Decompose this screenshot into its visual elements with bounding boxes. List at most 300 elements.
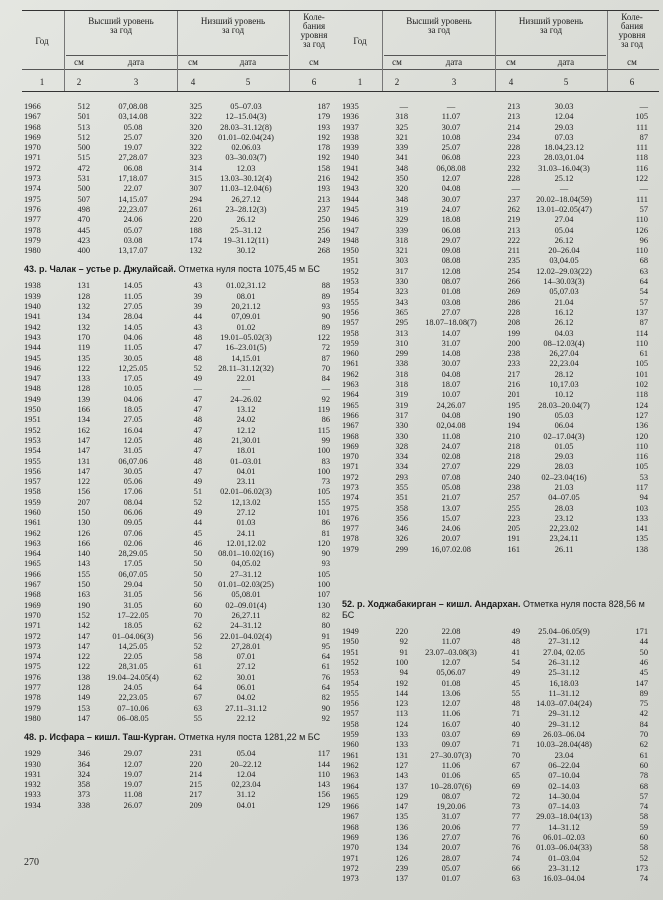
- cell: 119: [317, 405, 330, 415]
- cell: 137: [395, 874, 408, 884]
- cell: 1978: [342, 534, 359, 544]
- cell: 70: [193, 610, 202, 620]
- cell: 04.08: [441, 410, 461, 420]
- cell: 201: [507, 390, 520, 400]
- cell: 1975: [342, 503, 359, 513]
- table-row: [340, 637, 659, 647]
- cell: 28.07: [441, 853, 461, 863]
- cell: 28.11–31.12(32): [218, 363, 274, 373]
- cell: 350: [395, 174, 408, 184]
- cell: 27.12: [236, 662, 256, 672]
- cell: 190: [507, 410, 520, 420]
- cell: 1962: [24, 528, 41, 538]
- cell: 04.08: [441, 369, 461, 379]
- cell: 1970: [342, 843, 359, 853]
- cell: 29.07: [441, 235, 461, 245]
- cell: 1980: [24, 713, 41, 723]
- table-row: [340, 854, 659, 864]
- cell: 339: [395, 143, 408, 153]
- cell: 1972: [24, 631, 41, 641]
- cell: 161: [507, 544, 520, 554]
- cell: 126: [77, 528, 90, 538]
- cell: 1955: [24, 456, 41, 466]
- table-row: [340, 452, 659, 462]
- cell: 314: [189, 163, 202, 173]
- cell: 60: [193, 600, 202, 610]
- cell: 45: [639, 668, 648, 678]
- cell: 138: [635, 544, 648, 554]
- cell: 01.03: [236, 518, 256, 528]
- cell: 320: [189, 132, 202, 142]
- table-row: [22, 143, 341, 153]
- cell: 1974: [342, 493, 359, 503]
- cell: 115: [317, 425, 330, 435]
- cell: 1979: [24, 703, 41, 713]
- cell: 1930: [24, 759, 41, 769]
- cell: 1974: [24, 652, 41, 662]
- cell: 11.05: [123, 343, 143, 353]
- cell: 111: [636, 194, 648, 204]
- cell: 82: [321, 610, 330, 620]
- cell: 1939: [342, 143, 359, 153]
- cell: 255: [507, 503, 520, 513]
- cell: 1960: [342, 349, 359, 359]
- cell: 1971: [24, 621, 41, 631]
- table-row: [340, 792, 659, 802]
- cell: 46: [639, 657, 648, 667]
- table-row: [22, 559, 341, 569]
- cell: 1956: [24, 466, 41, 476]
- cell: 02,23.04: [231, 780, 261, 790]
- cell: 130: [317, 600, 330, 610]
- cell: 1958: [24, 487, 41, 497]
- cell: 44: [639, 637, 648, 647]
- cell: 88: [321, 281, 330, 291]
- cell: 1969: [342, 833, 359, 842]
- header-amp: Коле- бания уровня за год: [618, 12, 646, 49]
- cell: 29.03: [554, 122, 574, 132]
- cell: 190: [77, 600, 90, 610]
- cell: 317: [395, 266, 408, 276]
- cell: 110: [635, 246, 648, 256]
- cell: 07,08.08: [118, 102, 148, 111]
- cell: 10.05: [123, 384, 143, 394]
- cell: 27.07: [441, 307, 461, 317]
- cell: 14–31.12: [548, 822, 580, 832]
- cell: 04,05.02: [231, 559, 261, 569]
- cell: 48: [511, 699, 520, 709]
- cell: 1971: [342, 853, 359, 863]
- cell: —: [639, 184, 648, 194]
- cell: 29.04: [123, 580, 143, 590]
- cell: 02–23.04(16): [541, 472, 587, 482]
- table-row: [340, 308, 659, 318]
- cell: 17.05: [123, 559, 143, 569]
- station-title-43: [24, 264, 339, 275]
- colnum-6: 6: [629, 77, 635, 87]
- table-row: [340, 226, 659, 236]
- table-row: [22, 477, 341, 487]
- colnum-1: 1: [39, 77, 45, 87]
- header-sm-3: см: [309, 57, 319, 67]
- cell: 28,29.05: [118, 549, 148, 559]
- cell: 1976: [24, 204, 41, 214]
- cell: 100: [317, 466, 330, 476]
- cell: 70: [639, 730, 648, 740]
- table-row: [22, 364, 341, 374]
- cell: 30.01: [236, 672, 256, 682]
- cell: 103: [635, 503, 648, 513]
- table-row: [22, 539, 341, 549]
- cell: 48: [193, 456, 202, 466]
- cell: 23–31.12: [548, 863, 580, 873]
- cell: 318: [395, 369, 408, 379]
- header-sm-1: см: [392, 57, 402, 67]
- cell: 1975: [24, 662, 41, 672]
- cell: 49: [193, 374, 202, 384]
- cell: 213: [507, 112, 520, 122]
- cell: 1946: [342, 215, 359, 225]
- cell: 64: [193, 683, 202, 693]
- cell: 03.08: [441, 297, 461, 307]
- cell: 01.07: [441, 874, 461, 884]
- cell: 22.07: [123, 184, 143, 194]
- table-row: [22, 226, 341, 236]
- cell: 49: [511, 668, 520, 678]
- cell: 105: [635, 112, 648, 122]
- cell: 1947: [342, 225, 359, 235]
- cell: 30.12: [236, 246, 256, 256]
- cell: 102: [635, 380, 648, 390]
- cell: 31.03–16.04(3): [538, 163, 590, 173]
- cell: 1966: [24, 102, 41, 111]
- cell: 24,26.07: [436, 400, 466, 410]
- cell: 07,09.01: [231, 312, 261, 322]
- cell: 1953: [24, 435, 41, 445]
- cell: —: [193, 384, 202, 394]
- cell: 100: [317, 446, 330, 456]
- cell: 89: [321, 322, 330, 332]
- cell: 50: [639, 647, 648, 657]
- cell: 18.08: [441, 215, 461, 225]
- table-row: [22, 426, 341, 436]
- table-row: [340, 740, 659, 750]
- table-row: [340, 267, 659, 277]
- cell: 01.06: [441, 771, 461, 781]
- cell: 73: [511, 802, 520, 812]
- cell: 28.04: [123, 312, 143, 322]
- cell: 216: [507, 380, 520, 390]
- cell: 61: [639, 750, 648, 760]
- table-row: [340, 102, 659, 112]
- cell: 139: [77, 394, 90, 404]
- cell: 26,27.12: [231, 194, 261, 204]
- cell: 1943: [24, 332, 41, 342]
- cell: 02.06: [123, 538, 143, 548]
- cell: 68: [639, 256, 648, 266]
- cell: 53: [639, 472, 648, 482]
- cell: 30.07: [441, 359, 461, 369]
- cell: 47: [193, 466, 202, 476]
- cell: 531: [77, 174, 90, 184]
- cell: 129: [317, 800, 330, 810]
- cell: 64: [321, 683, 330, 693]
- cell: 06,07.05: [118, 569, 148, 579]
- table-row: [340, 709, 659, 719]
- cell: 110: [317, 769, 330, 779]
- cell: 1948: [342, 235, 359, 245]
- cell: 01.05: [554, 441, 574, 451]
- cell: 128: [77, 683, 90, 693]
- cell: 14–30.04: [548, 791, 580, 801]
- cell: 143: [77, 559, 90, 569]
- cell: 50: [193, 580, 202, 590]
- cell: 77: [511, 822, 520, 832]
- cell: 195: [507, 400, 520, 410]
- cell: 19.04–24.05(4): [107, 672, 159, 682]
- cell: 12.12: [236, 425, 256, 435]
- cell: 215: [189, 780, 202, 790]
- table-row: [340, 153, 659, 163]
- cell: 18.04,23.12: [544, 143, 584, 153]
- table-row: [340, 205, 659, 215]
- cell: 213: [507, 225, 520, 235]
- cell: 373: [77, 790, 90, 800]
- table-row: [340, 689, 659, 699]
- table-row: [340, 699, 659, 709]
- cell: 14.05: [123, 322, 143, 332]
- cell: 62: [639, 740, 648, 750]
- cell: 1965: [342, 791, 359, 801]
- cell: 47: [193, 446, 202, 456]
- cell: 1931: [24, 769, 41, 779]
- cell: 68: [639, 781, 648, 791]
- cell: 261: [189, 204, 202, 214]
- cell: 228: [507, 174, 520, 184]
- cell: 147: [77, 641, 90, 651]
- cell: —: [321, 384, 330, 394]
- header-high: Высший уровень за год: [406, 16, 472, 35]
- cell: 1949: [342, 627, 359, 637]
- cell: 65: [511, 771, 520, 781]
- cell: 1938: [24, 281, 41, 291]
- cell: 49: [193, 507, 202, 517]
- table-row: [340, 339, 659, 349]
- cell: 25.07: [123, 132, 143, 142]
- cell: 163: [77, 590, 90, 600]
- cell: 07.03: [554, 132, 574, 142]
- cell: 321: [395, 132, 408, 142]
- cell: 1964: [342, 781, 359, 791]
- cell: 351: [395, 493, 408, 503]
- cell: 147: [635, 678, 648, 688]
- table-row: [340, 833, 659, 843]
- cell: 330: [395, 431, 408, 441]
- cell: 330: [395, 421, 408, 431]
- cell: 06.08: [441, 225, 461, 235]
- station-name: 52. р. Ходжабакирган – кишл. Андархан.: [342, 599, 521, 610]
- cell: 310: [395, 338, 408, 348]
- cell: 138: [77, 672, 90, 682]
- cell: 1951: [24, 415, 41, 425]
- table-row: [22, 246, 341, 256]
- cell: 137: [395, 781, 408, 791]
- cell: 1970: [342, 452, 359, 462]
- cell: 162: [77, 425, 90, 435]
- cell: 14.07: [441, 328, 461, 338]
- cell: 1965: [24, 559, 41, 569]
- cell: 14,15.07: [118, 194, 148, 204]
- cell: 222: [507, 235, 520, 245]
- cell: 268: [317, 246, 330, 256]
- table-row: [340, 812, 659, 822]
- cell: 127: [635, 410, 648, 420]
- cell: 1975: [24, 194, 41, 204]
- cell: 158: [317, 163, 330, 173]
- cell: 14–30.03(3): [543, 277, 585, 287]
- cell: 09.05: [123, 518, 143, 528]
- table-row: [340, 298, 659, 308]
- table-row: [22, 395, 341, 405]
- header-date-1: дата: [127, 57, 145, 67]
- cell: 117: [635, 482, 648, 492]
- cell: 318: [395, 112, 408, 122]
- cell: 1957: [24, 477, 41, 487]
- cell: 05.04: [554, 225, 574, 235]
- table-row: [22, 153, 341, 163]
- cell: 231: [189, 749, 202, 759]
- cell: 24–31.12: [230, 621, 262, 631]
- cell: 101: [635, 369, 648, 379]
- cell: 31.05: [123, 600, 143, 610]
- cell: 05,06.07: [436, 668, 466, 678]
- cell: 156: [77, 487, 90, 497]
- cell: 48: [193, 332, 202, 342]
- header-date-1: дата: [445, 57, 463, 67]
- table-row: [340, 164, 659, 174]
- cell: 134: [77, 415, 90, 425]
- table-row: [22, 749, 341, 759]
- cell: 06.01–02.03: [543, 833, 585, 842]
- table-block: [22, 102, 341, 256]
- cell: 188: [189, 225, 202, 235]
- cell: 329: [395, 215, 408, 225]
- cell: 250: [317, 215, 330, 225]
- cell: 63: [193, 703, 202, 713]
- cell: 58: [639, 812, 648, 822]
- cell: 43: [193, 322, 202, 332]
- cell: 47: [193, 343, 202, 353]
- cell: 1972: [342, 472, 359, 482]
- table-row: [22, 312, 341, 322]
- cell: 63: [639, 266, 648, 276]
- cell: 27.05: [123, 302, 143, 312]
- cell: 04.08: [441, 184, 461, 194]
- cell: 05.07: [441, 863, 461, 873]
- cell: 12.08: [441, 266, 461, 276]
- cell: 299: [395, 349, 408, 359]
- cell: 39: [193, 302, 202, 312]
- cell: 11.08: [441, 431, 461, 441]
- table-header-right: [340, 10, 659, 92]
- cell: 84: [321, 374, 330, 384]
- cell: 133: [77, 374, 90, 384]
- cell: 1979: [342, 544, 359, 554]
- cell: 11.05: [123, 291, 143, 301]
- cell: 78: [639, 771, 648, 781]
- header-year: Год: [353, 36, 367, 46]
- cell: 1976: [342, 513, 359, 523]
- colnum-5: 5: [563, 77, 569, 87]
- cell: 100: [395, 657, 408, 667]
- table-row: [340, 123, 659, 133]
- cell: 119: [77, 343, 90, 353]
- table-row: [340, 349, 659, 359]
- cell: 207: [77, 497, 90, 507]
- cell: 1963: [342, 380, 359, 390]
- header-date-2: дата: [239, 57, 257, 67]
- table-row: [22, 508, 341, 518]
- cell: 10.03–28.04(48): [536, 740, 592, 750]
- cell: 1973: [24, 641, 41, 651]
- cell: 1954: [24, 446, 41, 456]
- cell: 1971: [342, 462, 359, 472]
- cell: 30.05: [123, 353, 143, 363]
- cell: 237: [507, 194, 520, 204]
- cell: 348: [395, 163, 408, 173]
- table-row: [340, 823, 659, 833]
- cell: 16.03–04.04: [543, 874, 585, 884]
- cell: 192: [317, 132, 330, 142]
- cell: 128: [77, 384, 90, 394]
- cell: 123: [395, 699, 408, 709]
- cell: 64: [639, 277, 648, 287]
- table-row: [340, 473, 659, 483]
- table-row: [340, 504, 659, 514]
- cell: 04–07.05: [548, 493, 580, 503]
- cell: 13.12: [236, 405, 256, 415]
- cell: 58: [193, 652, 202, 662]
- cell: 66: [511, 863, 520, 873]
- cell: 92: [321, 394, 330, 404]
- cell: 133: [395, 740, 408, 750]
- cell: 120: [317, 538, 330, 548]
- cell: 18.07–18.08(7): [425, 318, 477, 328]
- cell: 134: [395, 843, 408, 853]
- table-row: [340, 720, 659, 730]
- cell: 12.07: [123, 759, 143, 769]
- cell: 1962: [342, 760, 359, 770]
- cell: 324: [77, 769, 90, 779]
- cell: 472: [77, 163, 90, 173]
- cell: 52: [193, 641, 202, 651]
- cell: 26.11: [554, 544, 574, 554]
- cell: 238: [507, 349, 520, 359]
- cell: 61: [639, 349, 648, 359]
- cell: 299: [395, 544, 408, 554]
- cell: 1974: [24, 184, 41, 194]
- cell: 83: [321, 456, 330, 466]
- cell: 05.04: [236, 749, 256, 759]
- cell: 11.03–12.04(6): [220, 184, 272, 194]
- cell: 1957: [342, 318, 359, 328]
- cell: 11.07: [441, 112, 461, 122]
- cell: 142: [77, 621, 90, 631]
- cell: 91: [321, 631, 330, 641]
- cell: 70: [511, 750, 520, 760]
- cell: 22.01–04.02(4): [220, 631, 272, 641]
- cell: 19,20.06: [436, 802, 466, 812]
